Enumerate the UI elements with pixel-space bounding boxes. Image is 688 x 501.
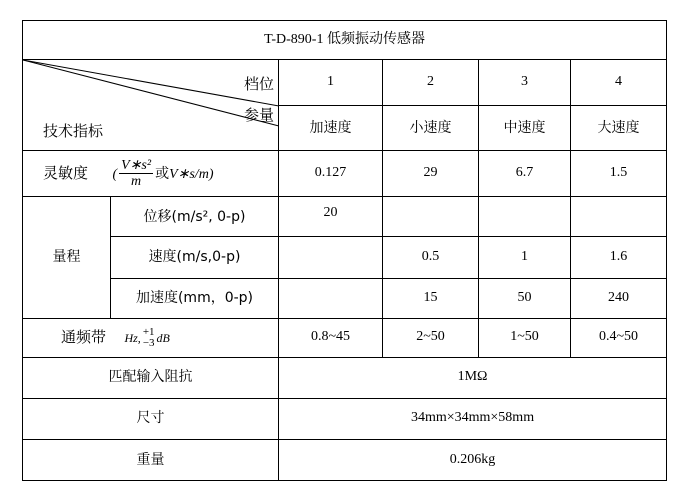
- sensitivity-value-1: 0.127: [279, 151, 383, 197]
- range-acceleration-value-4: 240: [571, 278, 667, 318]
- range-row-velocity: [23, 237, 667, 278]
- gear-2: 2: [383, 60, 479, 106]
- range-acceleration-value-3: 50: [479, 278, 571, 318]
- passband-value-1: 0.8~45: [279, 318, 383, 357]
- mode-medium-velocity: 中速度: [479, 106, 571, 151]
- unit-numerator: V∗s²: [121, 157, 152, 173]
- sensitivity-row: [23, 151, 667, 197]
- passband-label: 通频带: [61, 327, 107, 346]
- size-row: [23, 398, 667, 439]
- size-value: 34mm×34mm×58mm: [279, 398, 667, 439]
- gear-row: [23, 60, 667, 106]
- range-velocity-label: 速度(m/s,0-p): [111, 237, 279, 278]
- passband-unit-prefix: Hz,: [124, 330, 141, 345]
- sensitivity-label-cell: 灵敏度 ( $\frac{\text{V∗s²}}{m}$ 或V∗s/m): [23, 151, 279, 197]
- spec-header-label: 技术指标: [43, 122, 104, 141]
- tolerance-minus: −3: [142, 336, 155, 349]
- weight-label: 重量: [23, 439, 279, 480]
- sensitivity-value-2: 29: [383, 151, 479, 197]
- weight-value: 0.206kg: [279, 439, 667, 480]
- range-displacement-value-3: [479, 197, 571, 237]
- unit-denominator: m: [131, 174, 142, 190]
- impedance-row: [23, 357, 667, 398]
- sensitivity-unit-fraction: [119, 158, 153, 190]
- impedance-value: 1MΩ: [279, 357, 667, 398]
- range-velocity-value-3: 1: [479, 237, 571, 278]
- range-displacement-value-4: [571, 197, 667, 237]
- gear-3: 3: [479, 60, 571, 106]
- spec-table: [22, 20, 667, 481]
- passband-value-4: 0.4~50: [571, 318, 667, 357]
- range-displacement-value-1: 20: [279, 197, 383, 237]
- impedance-label: 匹配输入阻抗: [23, 357, 279, 398]
- range-acceleration-value-1: [279, 278, 383, 318]
- unit-or: 或: [155, 165, 170, 182]
- range-acceleration-value-2: 15: [383, 278, 479, 318]
- sensitivity-value-4: 1.5: [571, 151, 667, 197]
- gear-header-label: 档位: [243, 75, 274, 94]
- weight-row: [23, 439, 667, 480]
- mode-small-velocity: 小速度: [383, 106, 479, 151]
- range-displacement-label: 位移(m/s², 0-p): [111, 197, 279, 237]
- range-acceleration-label: 加速度(mm，0-p): [111, 278, 279, 318]
- passband-unit-suffix: dB: [156, 330, 170, 345]
- table-title: T-D-890-1 低频振动传感器: [23, 21, 667, 60]
- sensitivity-label: 灵敏度: [43, 163, 89, 182]
- param-header-label: 参量: [243, 106, 274, 125]
- range-velocity-value-1: [279, 237, 383, 278]
- range-velocity-value-2: 0.5: [383, 237, 479, 278]
- passband-label-cell: [23, 318, 279, 357]
- gear-4: 4: [571, 60, 667, 106]
- size-label: 尺寸: [23, 398, 279, 439]
- passband-value-3: 1~50: [479, 318, 571, 357]
- title-row: [23, 21, 667, 60]
- range-label: 量程: [23, 197, 111, 318]
- passband-tolerance: [143, 327, 155, 349]
- mode-large-velocity: 大速度: [571, 106, 667, 151]
- unit-alt: V∗s/m: [169, 166, 209, 182]
- range-velocity-value-4: 1.6: [571, 237, 667, 278]
- range-row-displacement: [23, 197, 667, 237]
- passband-value-2: 2~50: [383, 318, 479, 357]
- mode-acceleration: 加速度: [279, 106, 383, 151]
- range-row-acceleration: [23, 278, 667, 318]
- tolerance-plus: +1: [142, 325, 155, 338]
- gear-1: 1: [279, 60, 383, 106]
- diagonal-header-cell: [23, 60, 279, 151]
- passband-row: [23, 318, 667, 357]
- range-displacement-value-2: [383, 197, 479, 237]
- sensitivity-value-3: 6.7: [479, 151, 571, 197]
